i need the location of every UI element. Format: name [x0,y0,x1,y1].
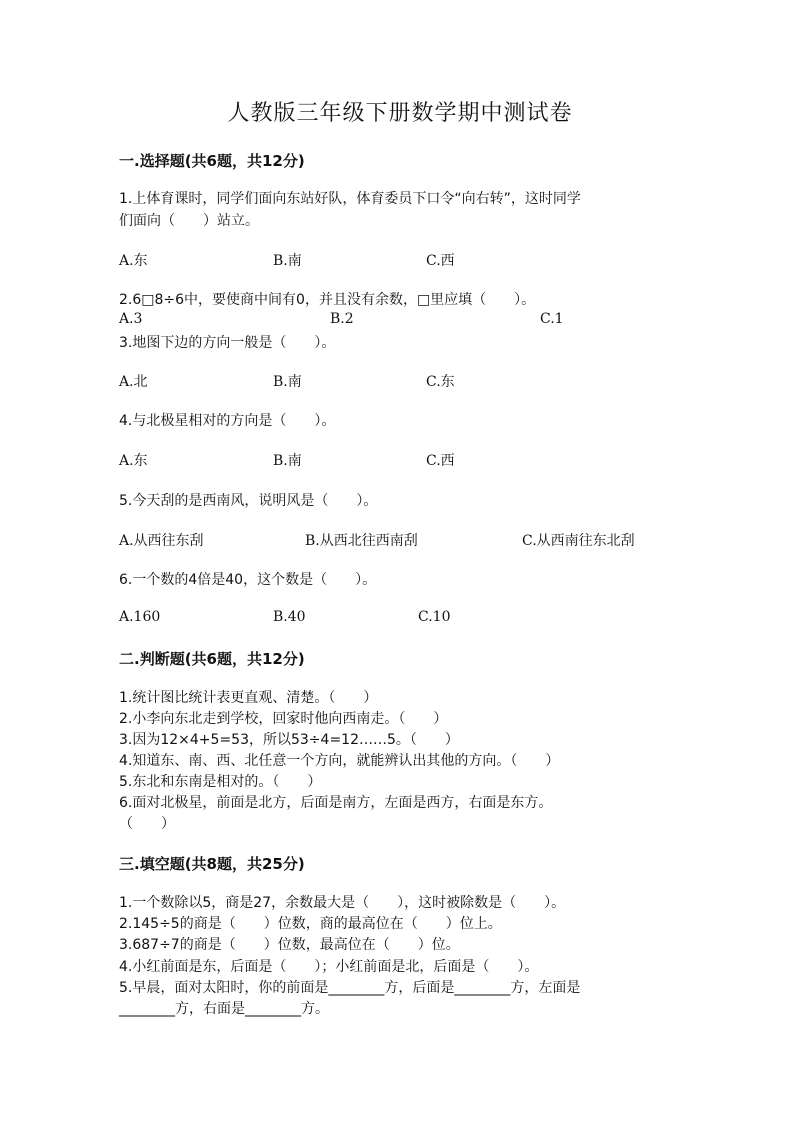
judge-item-2: 2.小李向东北走到学校，回家时他向西南走。（ ） [119,711,448,727]
question-5-option-c: C.从西南往东北刮 [522,533,635,549]
fill-item-2: 2.145÷5的商是（ ）位数，商的最高位在（ ）位上。 [119,916,502,932]
question-5-text: 5.今天刮的是西南风，说明风是（ ）。 [119,493,378,509]
section-heading-true-false: 二.判断题(共6题，共12分) [119,650,305,668]
question-2-option-c: C.1 [540,311,564,327]
question-1-text-line-1: 1.上体育课时，同学们面向东站好队，体育委员下口令“向右转”，这时同学 [119,191,581,207]
question-3-option-c: C.东 [426,374,455,390]
fill-item-5-line-1: 5.早晨，面对太阳时，你的前面是________方，后面是________方，左面是 [119,980,581,996]
question-4-option-b: B.南 [273,453,302,469]
question-4-option-c: C.西 [426,453,455,469]
judge-item-1: 1.统计图比统计表更直观、清楚。（ ） [119,690,378,706]
judge-item-5: 5.东北和东南是相对的。（ ） [119,774,322,790]
page-title: 人教版三年级下册数学期中测试卷 [227,101,573,126]
fill-item-5-line-2: ________方，右面是________方。 [119,1001,329,1017]
question-3-text: 3.地图下边的方向一般是（ ）。 [119,335,336,351]
question-4-text: 4.与北极星相对的方向是（ ）。 [119,413,336,429]
question-1-option-c: C.西 [426,253,455,269]
question-1-text-line-2: 们面向（ ）站立。 [119,213,259,229]
section-heading-fill-blank: 三.填空题(共8题，共25分) [119,855,305,873]
question-3-option-a: A.北 [119,374,148,390]
question-6-text: 6.一个数的4倍是40，这个数是（ ）。 [119,572,377,588]
question-4-option-a: A.东 [119,453,148,469]
question-5-option-a: A.从西往东刮 [119,533,204,549]
question-6-option-a: A.160 [119,609,161,625]
fill-item-1: 1.一个数除以5，商是27，余数最大是（ ），这时被除数是（ ）。 [119,895,566,911]
question-3-option-b: B.南 [273,374,302,390]
question-6-option-b: B.40 [273,609,306,625]
question-2-option-b: B.2 [330,311,354,327]
judge-item-6: 6.面对北极星，前面是北方，后面是南方，左面是西方，右面是东方。 [119,795,553,811]
judge-item-4: 4.知道东、南、西、北任意一个方向，就能辨认出其他的方向。（ ） [119,753,560,769]
question-2-option-a: A.3 [119,311,143,327]
section-heading-choice: 一.选择题(共6题，共12分) [119,152,305,170]
question-6-option-c: C.10 [418,609,451,625]
question-2-text: 2.6□8÷6中，要使商中间有0，并且没有余数，□里应填（ ）。 [119,292,536,308]
question-1-option-b: B.南 [273,253,302,269]
judge-item-6-blank: （ ） [119,816,175,832]
fill-item-3: 3.687÷7的商是（ ）位数，最高位在（ ）位。 [119,937,460,953]
judge-item-3: 3.因为12×4+5=53，所以53÷4=12……5。（ ） [119,732,459,748]
question-1-option-a: A.东 [119,253,148,269]
fill-item-4: 4.小红前面是东，后面是（ ）；小红前面是北，后面是（ ）。 [119,959,539,975]
question-5-option-b: B.从西北往西南刮 [305,533,418,549]
